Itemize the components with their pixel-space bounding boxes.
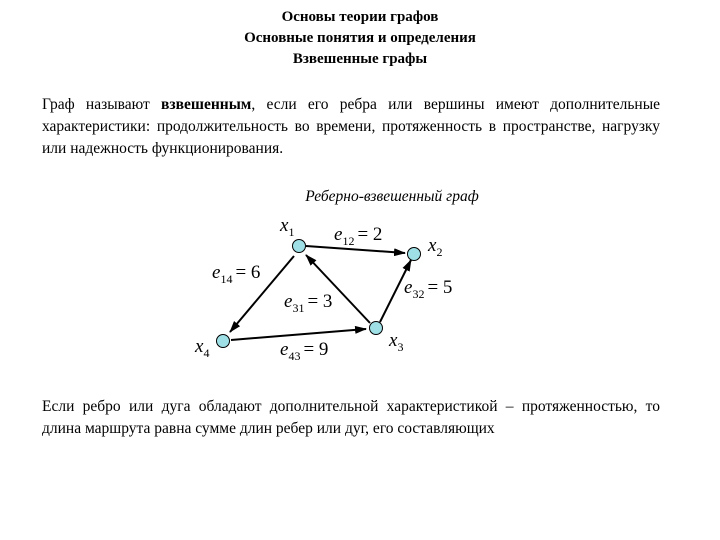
vertex-x3	[370, 322, 383, 335]
vertex-x4	[217, 335, 230, 348]
edge-e31	[306, 255, 370, 323]
edge-label-e31: $e_{31} = 3$	[284, 291, 333, 315]
edge-label-e14: $e_{14} = 6$	[212, 262, 261, 286]
edge-e12	[306, 246, 405, 253]
vertex-label-x2: $x_2$	[428, 235, 443, 259]
definition-text-after: , если его ребра или вершины имеют дополнительные характеристики: продолжительность во времени, протяженность в пространстве, нагрузку или надежность функционирования.	[42, 96, 660, 157]
definition-term: взвешенным	[161, 96, 252, 113]
vertex-x1	[293, 240, 306, 253]
vertex-label-x4: $x_4$	[195, 336, 210, 360]
vertex-label-x1: $x_1$	[280, 215, 295, 239]
title-line-1: Основы теории графов	[281, 9, 439, 25]
vertex-x2	[408, 248, 421, 261]
route-length-paragraph: Если ребро или дуга обладают дополнительной характеристикой – протяженностью, то длина маршрута равна сумме длин ребер или дуг, его составляющих	[42, 398, 660, 437]
edge-label-e32: $e_{32} = 5$	[404, 277, 453, 301]
edge-e43	[231, 329, 366, 340]
vertex-label-x3: $x_3$	[389, 330, 404, 354]
definition-text-before: Граф называют	[42, 96, 162, 113]
edge-label-e43: $e_{43} = 9$	[280, 339, 329, 363]
edge-label-e12: $e_{12} = 2$	[334, 224, 383, 248]
graph-caption: Реберно-взвешенный граф	[305, 188, 479, 205]
title-line-3: Взвешенные графы	[292, 51, 428, 67]
title-line-2: Основные понятия и определения	[244, 30, 476, 46]
